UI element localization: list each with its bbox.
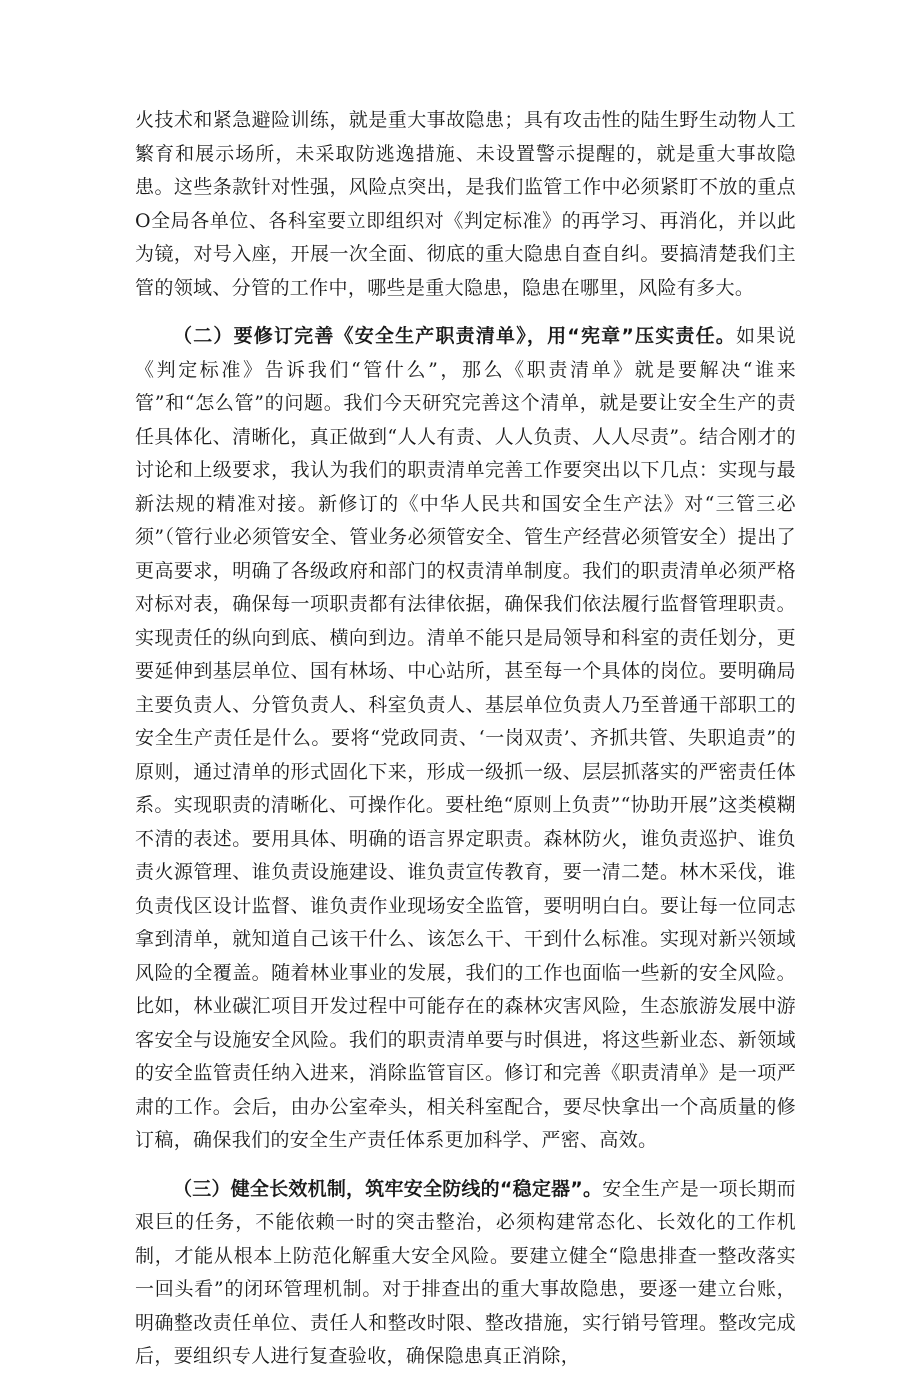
paragraph-1 [135, 104, 796, 305]
paragraph-1-text: 火技术和紧急避险训练，就是重大事故隐患；具有攻击性的陆生野生动物人工繁育和展示场所，未采取防逃逸措施、未设置警示提醒的，就是重大事故隐患。这些条款针对性强，风险点突出，是我们监管工作中必须紧盯不放的重点O全局各单位、各科室要立即组织对《判定标准》的再学习、再消化，并以此为镜，对号入座，开展一次全面、彻底的重大隐患自查自纠。要搞清楚我们主管的领域、分管的工作中，哪些是重大隐患，隐患在哪里，风险有多大。 [135, 109, 796, 299]
paragraph-gap [135, 305, 796, 320]
paragraph-3 [135, 1173, 796, 1374]
paragraph-2-text: 如果说《判定标准》告诉我们“管什么”，那么《职责清单》就是要解决“谁来管”和“怎么管”的问题。我们今天研究完善这个清单，就是要让安全生产的责任具体化、清晰化，真正做到“人人有责、人人负责、人人尽责”。结合刚才的讨论和上级要求，我认为我们的职责清单完善工作要突出以下几点：实现与最新法规的精准对接。新修订的《中华人民共和国安全生产法》对“三管三必须”（管行业必须管安全、管业务必须管安全、管生产经营必须管安全）提出了更高要求，明确了各级政府和部门的权责清单制度。我们的职责清单必须严格对标对表，确保每一项职责都有法律依据，确保我们依法履行监督管理职责。实现责任的纵向到底、横向到边。清单不能只是局领导和科室的责任划分，更要延伸到基层单位、国有林场、中心站所，甚至每一个具体的岗位。要明确局主要负责人、分管负责人、科室负责人、基层单位负责人乃至普通干部职工的安全生产责任是什么。要将“党政同责、‘一岗双责’、齐抓共管、失职追责”的原则，通过清单的形式固化下来，形成一级抓一级、层层抓落实的严密责任体系。实现职责的清晰化、可操作化。要杜绝“原则上负责”“协助开展”这类模糊不清的表述。要用具体、明确的语言界定职责。森林防火，谁负责巡护、谁负责火源管理、谁负责设施建设、谁负责宣传教育，要一清二楚。林木采伐，谁负责伐区设计监督、谁负责作业现场安全监管，要明明白白。要让每一位同志拿到清单，就知道自己该干什么、该怎么干、干到什么标准。实现对新兴领域风险的全覆盖。随着林业事业的发展，我们的工作也面临一些新的安全风险。比如，林业碳汇项目开发过程中可能存在的森林灾害风险，生态旅游发展中游客安全与设施安全风险。我们的职责清单要与时俱进，将这些新业态、新领域的安全监管责任纳入进来，消除监管盲区。修订和完善《职责清单》是一项严肃的工作。会后，由办公室牵头，相关科室配合，要尽快拿出一个高质量的修订稿，确保我们的安全生产责任体系更加科学、严密、高效。 [135, 325, 796, 1151]
paragraph-gap [135, 1158, 796, 1173]
section-2-heading: （二）要修订完善《安全生产职责清单》，用“宪章”压实责任。 [173, 325, 736, 347]
paragraph-3-text: 安全生产是一项长期而艰巨的任务，不能依赖一时的突击整治，必须构建常态化、长效化的工作机制，才能从根本上防范化解重大安全风险。要建立健全“隐患排查一整改落实一回头看”的闭环管理机制。对于排查出的重大事故隐患，要逐一建立台账，明确整改责任单位、责任人和整改时限、整改措施，实行销号管理。整改完成后，要组织专人进行复查验收，确保隐患真正消除， [135, 1177, 796, 1367]
section-3-heading: （三）健全长效机制，筑牢安全防线的“稳定器”。 [173, 1177, 603, 1200]
paragraph-2 [135, 320, 796, 1158]
